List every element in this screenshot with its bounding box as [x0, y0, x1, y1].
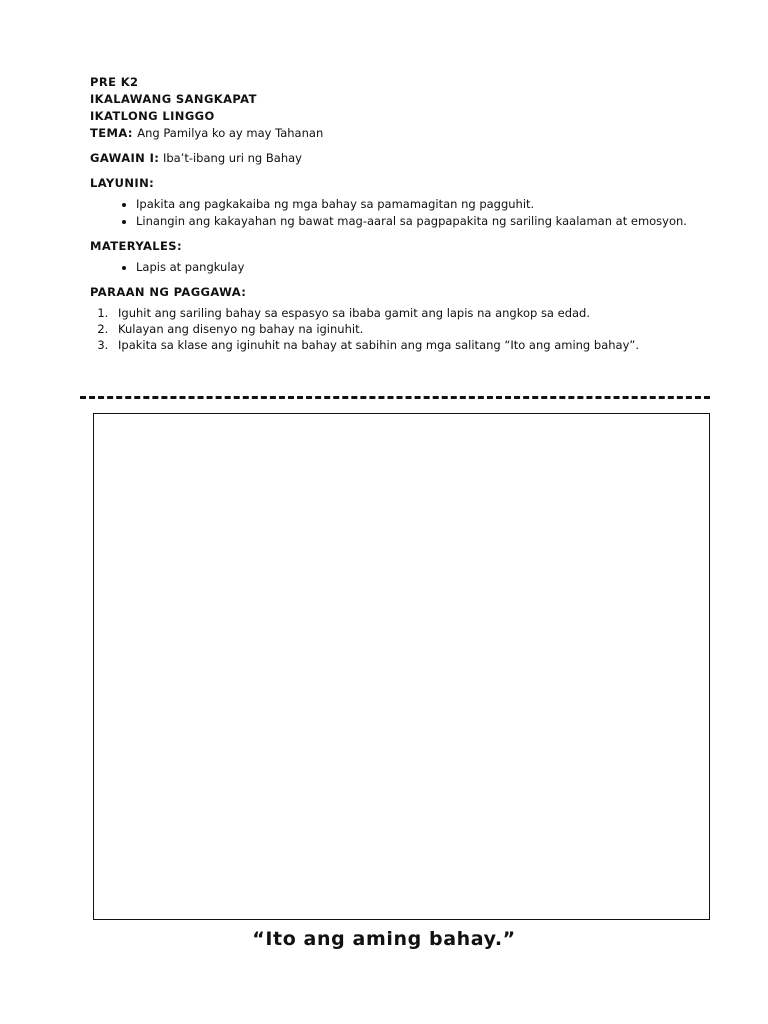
list-item: • Linangin ang kakayahan ng bawat mag-aaral sa pagpapakita ng sariling kaalaman at emosyon. — [136, 213, 710, 230]
worksheet-header — [90, 74, 710, 142]
procedure-section — [90, 284, 710, 353]
worksheet-content — [90, 74, 710, 353]
materials-list — [90, 259, 710, 276]
materials-label: MATERYALES: — [90, 239, 182, 253]
caption: “Ito ang aming bahay.” — [252, 928, 516, 950]
list-item: • Lapis at pangkulay — [136, 259, 710, 276]
procedure-list — [90, 305, 710, 353]
list-item: • Ipakita ang pagkakaiba ng mga bahay sa pamamagitan ng pagguhit. — [136, 196, 710, 213]
theme-label: TEMA: — [90, 126, 133, 140]
list-item: 2. Kulayan ang disenyo ng bahay na iginuhit. — [112, 321, 710, 337]
activity-value: Iba’t-ibang uri ng Bahay — [162, 151, 302, 165]
activity-line — [90, 150, 710, 167]
week: IKATLONG LINGGO — [90, 109, 215, 123]
theme-line — [90, 125, 710, 142]
procedure-label: PARAAN NG PAGGAWA: — [90, 285, 247, 299]
quarter: IKALAWANG SANGKAPAT — [90, 92, 257, 106]
objectives-list — [90, 196, 710, 230]
materials-section — [90, 238, 710, 276]
list-item: 1. Iguhit ang sariling bahay sa espasyo sa ibaba gamit ang lapis na angkop sa edad. — [112, 305, 710, 321]
grade-level: PRE K2 — [90, 75, 139, 89]
activity-label: GAWAIN I: — [90, 151, 160, 165]
objectives-section — [90, 175, 710, 230]
objectives-label: LAYUNIN: — [90, 176, 155, 190]
dashed-divider — [80, 396, 710, 399]
list-item: 3. Ipakita sa klase ang iginuhit na bahay at sabihin ang mga salitang “Ito ang aming bahay”. — [112, 337, 710, 353]
theme-value: Ang Pamilya ko ay may Tahanan — [137, 126, 324, 140]
drawing-area[interactable] — [93, 413, 710, 920]
